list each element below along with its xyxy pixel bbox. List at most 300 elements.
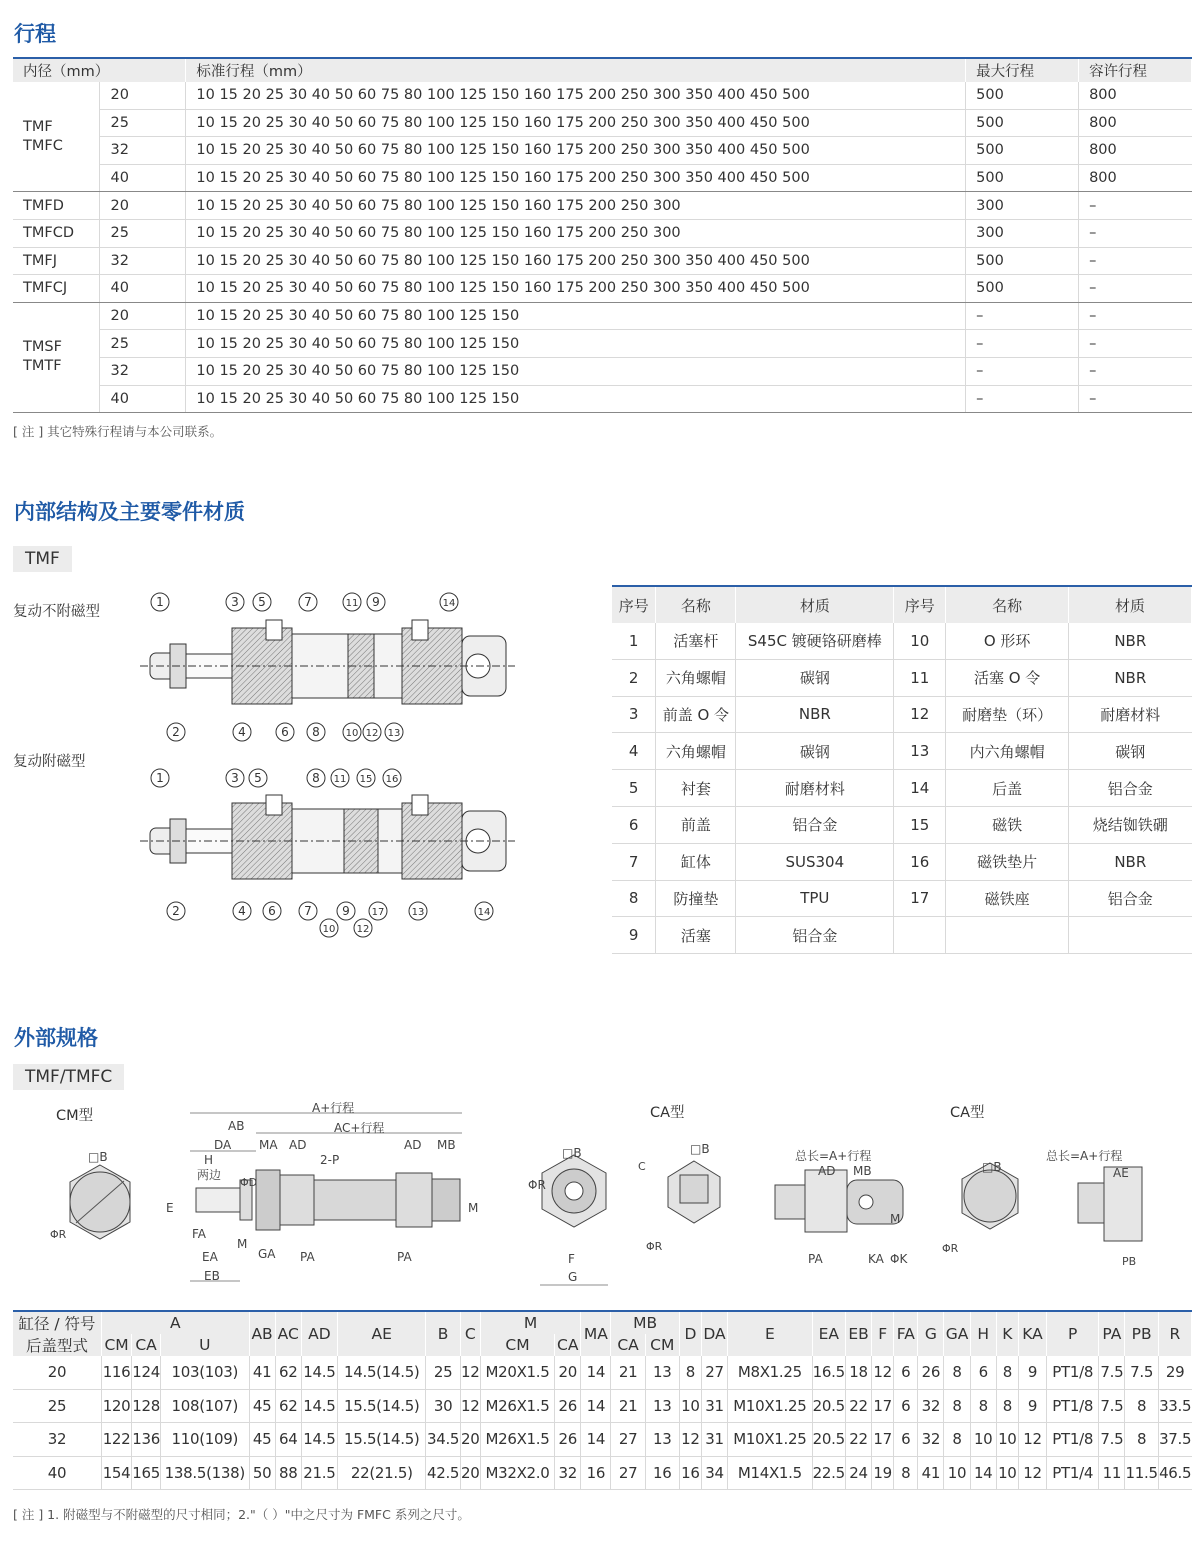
dims-cell: 6 [894, 1356, 918, 1389]
dim-mb-2: MB [853, 1164, 872, 1178]
callout-number: 10 [322, 924, 336, 935]
stroke-max-cell: 300 [966, 219, 1079, 247]
stroke-allow-cell: – [1079, 357, 1192, 385]
dim-b-3: □B [690, 1142, 710, 1156]
dims-cell: 26 [918, 1356, 944, 1389]
stroke-row [13, 357, 1192, 385]
dims-cell: 27 [611, 1423, 645, 1457]
dims-subheader: 后盖型式 [13, 1334, 101, 1356]
parts-cell: 烧结铷铁硼 [1069, 806, 1192, 843]
stroke-strokes-cell: 10 15 20 25 30 40 50 60 75 80 100 125 150 160 175 200 250 300 350 400 450 500 [186, 247, 966, 275]
dims-cell: 40 [13, 1456, 101, 1490]
parts-cell: 耐磨材料 [1069, 696, 1192, 733]
parts-cell: 防撞垫 [656, 880, 736, 917]
dims-cell: 14 [581, 1423, 611, 1457]
dims-cell: 30 [426, 1389, 460, 1423]
parts-cell: 12 [894, 696, 946, 733]
parts-cell: 活塞杆 [656, 623, 736, 659]
parts-cell: 6 [612, 806, 656, 843]
stroke-row [13, 302, 1192, 330]
stroke-max-cell: – [966, 357, 1079, 385]
dims-cell: 103(103) [161, 1356, 249, 1389]
parts-cell: TPU [736, 880, 894, 917]
dims-cell: 8 [996, 1389, 1018, 1423]
callout-number: 5 [254, 771, 262, 785]
parts-row [612, 806, 1192, 843]
callout-number: 6 [281, 725, 289, 739]
parts-cell: 碳钢 [1069, 733, 1192, 770]
parts-cell: 耐磨材料 [736, 770, 894, 807]
parts-cell: 内六角螺帽 [946, 733, 1069, 770]
dims-cell: M26X1.5 [480, 1389, 554, 1423]
dims-cell: 14.5 [301, 1389, 337, 1423]
dim-b-2: □B [562, 1146, 582, 1160]
dim-ac-stroke: AC+行程 [334, 1121, 385, 1135]
dims-cell: 6 [894, 1389, 918, 1423]
dims-cell: 88 [275, 1456, 301, 1490]
dims-cell: 12 [872, 1356, 894, 1389]
dims-subheader: CA [132, 1334, 161, 1356]
dims-header: EB [845, 1311, 871, 1356]
stroke-strokes-cell: 10 15 20 25 30 40 50 60 75 80 100 125 150 160 175 200 250 300 350 400 450 500 [186, 82, 966, 109]
stroke-allow-cell: – [1079, 330, 1192, 358]
ca-type-label-2: CA型 [950, 1105, 985, 1121]
dims-cell: 9 [1018, 1356, 1046, 1389]
callout-number: 7 [304, 904, 312, 918]
structure-model-tag: TMF [13, 546, 72, 572]
callout-number: 10 [345, 728, 359, 739]
dims-cell: 8 [944, 1356, 970, 1389]
stroke-bore-cell: 25 [100, 219, 186, 247]
dims-cell: 21 [611, 1356, 645, 1389]
external-model-tag: TMF/TMFC [13, 1064, 124, 1090]
nonmag-label: 复动不附磁型 [13, 604, 100, 620]
parts-cell: 7 [612, 843, 656, 880]
dim-ab: AB [228, 1119, 245, 1133]
dims-cell: 15.5(14.5) [338, 1423, 426, 1457]
dims-cell: 33.5 [1158, 1389, 1191, 1423]
stroke-note: [ 注 ] 其它特殊行程请与本公司联系。 [13, 424, 223, 439]
callout-number: 11 [333, 774, 347, 785]
model-cell: TMFCJ [13, 275, 100, 303]
dim-pa-2: PA [397, 1250, 412, 1264]
parts-cell: NBR [1069, 623, 1192, 659]
dims-cell: 24 [845, 1456, 871, 1490]
dims-header: AC [275, 1311, 301, 1356]
stroke-allow-cell: 800 [1079, 82, 1192, 109]
parts-cell: 后盖 [946, 770, 1069, 807]
dims-cell: 9 [1018, 1389, 1046, 1423]
parts-cell: 13 [894, 733, 946, 770]
dim-e: E [166, 1201, 174, 1215]
parts-cell: 10 [894, 623, 946, 659]
parts-cell: 活塞 O 令 [946, 659, 1069, 696]
stroke-section-title: 行程 [14, 22, 56, 46]
dims-cell: M10X1.25 [728, 1423, 812, 1457]
parts-header: 名称 [656, 586, 736, 623]
col-max-stroke: 最大行程 [966, 58, 1079, 82]
dims-header: M [480, 1311, 581, 1334]
dims-cell: 32 [555, 1456, 581, 1490]
dims-subheader: CM [480, 1334, 554, 1356]
dims-subheader: CM [101, 1334, 131, 1356]
dims-subheader: CM [645, 1334, 679, 1356]
dims-cell: 14 [581, 1389, 611, 1423]
dims-cell: 31 [701, 1389, 727, 1423]
dims-cell: 20 [460, 1456, 480, 1490]
dims-header: B [426, 1311, 460, 1356]
parts-row [612, 770, 1192, 807]
dims-header: P [1047, 1311, 1099, 1356]
stroke-row [13, 137, 1192, 165]
dims-header: AE [338, 1311, 426, 1356]
dim-c: C [638, 1160, 646, 1173]
dims-cell: 62 [275, 1389, 301, 1423]
dims-cell: 14.5 [301, 1356, 337, 1389]
dims-cell: 8 [970, 1389, 996, 1423]
parts-cell: 衬套 [656, 770, 736, 807]
callout-number: 7 [304, 595, 312, 609]
callout-number: 3 [231, 771, 239, 785]
parts-cell: 14 [894, 770, 946, 807]
external-note: [ 注 ] 1. 附磁型与不附磁型的尺寸相同；2."（ ）"中之尺寸为 FMFC 系列之尺寸。 [13, 1507, 470, 1522]
dims-row [13, 1423, 1192, 1457]
dims-header: E [728, 1311, 812, 1356]
dim-mb: MB [437, 1138, 456, 1152]
dims-cell: 7.5 [1125, 1356, 1158, 1389]
dim-total-1: 总长=A+行程 [795, 1149, 872, 1163]
dims-cell: 37.5 [1158, 1423, 1191, 1457]
dims-cell: 26 [555, 1389, 581, 1423]
dims-cell: 6 [970, 1356, 996, 1389]
callout-number: 2 [172, 725, 180, 739]
dims-cell: 45 [249, 1389, 275, 1423]
dims-cell: 21.5 [301, 1456, 337, 1490]
dim-ad: AD [289, 1138, 307, 1152]
dims-cell: 11.5 [1125, 1456, 1158, 1490]
parts-cell: 16 [894, 843, 946, 880]
dim-phir-2: ΦR [646, 1240, 663, 1253]
model-cell: TMFJ [13, 247, 100, 275]
stroke-max-cell: 500 [966, 247, 1079, 275]
dims-cell: 27 [701, 1356, 727, 1389]
dims-cell: 108(107) [161, 1389, 249, 1423]
parts-cell: 前盖 O 令 [656, 696, 736, 733]
dims-cell: 10 [996, 1456, 1018, 1490]
dims-cell: 22 [845, 1389, 871, 1423]
dims-cell: 8 [679, 1356, 701, 1389]
parts-row [612, 733, 1192, 770]
parts-cell: 缸体 [656, 843, 736, 880]
parts-cell: 铝合金 [1069, 770, 1192, 807]
model-cell: TMSF TMTF [13, 302, 100, 412]
mag-cylinder-drawing [140, 795, 515, 879]
dims-row [13, 1456, 1192, 1490]
dims-header: F [872, 1311, 894, 1356]
stroke-bore-cell: 32 [100, 357, 186, 385]
dims-header: DA [701, 1311, 727, 1356]
dims-cell: 7.5 [1099, 1423, 1125, 1457]
dims-cell: M8X1.25 [728, 1356, 812, 1389]
dims-cell: 25 [426, 1356, 460, 1389]
dims-cell: 27 [611, 1456, 645, 1490]
dims-cell: 12 [1018, 1456, 1046, 1490]
dims-header: H [970, 1311, 996, 1356]
stroke-bore-cell: 25 [100, 109, 186, 137]
parts-cell: 前盖 [656, 806, 736, 843]
stroke-allow-cell: – [1079, 192, 1192, 220]
stroke-bore-cell: 32 [100, 137, 186, 165]
dims-cell: 10 [679, 1389, 701, 1423]
model-cell: TMFD [13, 192, 100, 220]
parts-cell: 9 [612, 917, 656, 954]
parts-row [612, 696, 1192, 733]
callout-number: 12 [365, 728, 379, 739]
dims-cell: 8 [944, 1389, 970, 1423]
dims-cell: 14 [581, 1356, 611, 1389]
dims-header: AB [249, 1311, 275, 1356]
dim-2p: 2-P [320, 1153, 340, 1167]
structure-section-title: 内部结构及主要零件材质 [14, 500, 245, 524]
dims-cell: 29 [1158, 1356, 1191, 1389]
dims-cell: 6 [894, 1423, 918, 1457]
dims-cell: M26X1.5 [480, 1423, 554, 1457]
dims-cell: 64 [275, 1423, 301, 1457]
dims-cell: 12 [679, 1423, 701, 1457]
parts-cell [946, 917, 1069, 954]
dims-cell: 13 [645, 1356, 679, 1389]
callout-number: 3 [231, 595, 239, 609]
dim-ma: MA [259, 1138, 278, 1152]
parts-cell: 铝合金 [1069, 880, 1192, 917]
dims-cell: 11 [1099, 1456, 1125, 1490]
dims-cell: 10 [944, 1456, 970, 1490]
callout-number: 17 [371, 907, 385, 918]
parts-cell: 17 [894, 880, 946, 917]
dims-header: GA [944, 1311, 970, 1356]
dim-eb: EB [204, 1269, 220, 1283]
dims-cell: 17 [872, 1423, 894, 1457]
stroke-max-cell: – [966, 330, 1079, 358]
stroke-allow-cell: – [1079, 385, 1192, 413]
dims-cell: M32X2.0 [480, 1456, 554, 1490]
dims-cell: 15.5(14.5) [338, 1389, 426, 1423]
dim-m: M [237, 1237, 248, 1251]
dimensions-table [13, 1310, 1192, 1490]
dim-total-2: 总长=A+行程 [1046, 1149, 1123, 1163]
parts-row [612, 880, 1192, 917]
stroke-row [13, 109, 1192, 137]
dim-ga: GA [258, 1247, 276, 1261]
parts-cell: 磁铁垫片 [946, 843, 1069, 880]
dims-cell: 120 [101, 1389, 131, 1423]
dims-row [13, 1356, 1192, 1389]
parts-header: 名称 [946, 586, 1069, 623]
dim-phik: ΦK [890, 1252, 908, 1266]
dims-cell: 41 [249, 1356, 275, 1389]
parts-cell: 铝合金 [736, 806, 894, 843]
dims-cell: 12 [1018, 1423, 1046, 1457]
callout-number: 1 [156, 771, 164, 785]
dims-cell: 20.5 [812, 1423, 845, 1457]
parts-row [612, 843, 1192, 880]
dims-cell: 34 [701, 1456, 727, 1490]
dims-header: PB [1125, 1311, 1158, 1356]
dim-phir-4: ΦR [528, 1178, 546, 1192]
dim-da: DA [214, 1138, 232, 1152]
callout-number: 4 [238, 725, 246, 739]
dims-cell: 18 [845, 1356, 871, 1389]
stroke-max-cell: 500 [966, 164, 1079, 192]
dims-cell: 25 [13, 1389, 101, 1423]
dims-cell: 45 [249, 1423, 275, 1457]
dim-ea: EA [202, 1250, 218, 1264]
callout-number: 9 [342, 904, 350, 918]
stroke-row [13, 219, 1192, 247]
dims-cell: 62 [275, 1356, 301, 1389]
col-allow-stroke: 容许行程 [1079, 58, 1192, 82]
dims-cell: 19 [872, 1456, 894, 1490]
dim-phir: ΦR [50, 1228, 67, 1241]
callout-number: 1 [156, 595, 164, 609]
stroke-strokes-cell: 10 15 20 25 30 40 50 60 75 80 100 125 150 [186, 330, 966, 358]
dims-cell: 16.5 [812, 1356, 845, 1389]
stroke-bore-cell: 40 [100, 164, 186, 192]
dims-cell: 32 [918, 1389, 944, 1423]
stroke-strokes-cell: 10 15 20 25 30 40 50 60 75 80 100 125 150 160 175 200 250 300 [186, 219, 966, 247]
parts-cell: 3 [612, 696, 656, 733]
dim-a-stroke: A+行程 [312, 1101, 355, 1115]
stroke-max-cell: – [966, 302, 1079, 330]
callout-number: 4 [238, 904, 246, 918]
parts-cell: NBR [1069, 659, 1192, 696]
dim-b: □B [88, 1150, 108, 1164]
dims-header: A [101, 1311, 249, 1334]
stroke-allow-cell: 800 [1079, 109, 1192, 137]
stroke-row [13, 82, 1192, 109]
dims-cell: 10 [970, 1423, 996, 1457]
stroke-max-cell: 500 [966, 82, 1079, 109]
callout-number: 11 [345, 598, 359, 609]
dims-cell: 8 [1125, 1389, 1158, 1423]
stroke-strokes-cell: 10 15 20 25 30 40 50 60 75 80 100 125 150 [186, 357, 966, 385]
callout-number: 13 [411, 907, 425, 918]
dim-ad-3: AD [818, 1164, 836, 1178]
parts-cell: NBR [736, 696, 894, 733]
parts-cell: O 形环 [946, 623, 1069, 659]
stroke-max-cell: 500 [966, 137, 1079, 165]
callout-number: 12 [356, 924, 370, 935]
dims-cell: 20 [555, 1356, 581, 1389]
external-dimension-drawings [0, 1095, 1200, 1295]
parts-header: 材质 [736, 586, 894, 623]
dims-cell: 31 [701, 1423, 727, 1457]
dims-header: FA [894, 1311, 918, 1356]
callout-number: 2 [172, 904, 180, 918]
dims-cell: 17 [872, 1389, 894, 1423]
dims-header: K [996, 1311, 1018, 1356]
dims-cell: M20X1.5 [480, 1356, 554, 1389]
dims-header: KA [1018, 1311, 1046, 1356]
stroke-allow-cell: 800 [1079, 164, 1192, 192]
callout-number: 9 [372, 595, 380, 609]
dim-h: H [204, 1153, 214, 1167]
parts-cell: 六角螺帽 [656, 733, 736, 770]
dims-header: EA [812, 1311, 845, 1356]
dims-cell: 22(21.5) [338, 1456, 426, 1490]
dims-cell: 8 [894, 1456, 918, 1490]
dims-header: C [460, 1311, 480, 1356]
parts-cell: 8 [612, 880, 656, 917]
callout-number: 5 [258, 595, 266, 609]
callout-number: 15 [359, 774, 373, 785]
dims-header: AD [301, 1311, 337, 1356]
dims-header: MA [581, 1311, 611, 1356]
dims-header: MB [611, 1311, 679, 1334]
callout-number: 8 [312, 771, 320, 785]
parts-row [612, 623, 1192, 659]
parts-cell: 15 [894, 806, 946, 843]
callout-number: 13 [387, 728, 401, 739]
dims-cell: 116 [101, 1356, 131, 1389]
dims-subheader: CA [611, 1334, 645, 1356]
dims-cell: 138.5(138) [161, 1456, 249, 1490]
stroke-table [13, 57, 1192, 413]
stroke-bore-cell: 40 [100, 275, 186, 303]
dims-cell: PT1/8 [1047, 1356, 1099, 1389]
stroke-row [13, 247, 1192, 275]
dims-cell: 26 [555, 1423, 581, 1457]
dims-cell: 41 [918, 1456, 944, 1490]
ca-type-label-1: CA型 [650, 1105, 685, 1121]
dims-header: R [1158, 1311, 1191, 1356]
callout-number: 16 [385, 774, 399, 785]
parts-cell: SUS304 [736, 843, 894, 880]
dims-cell: 21 [611, 1389, 645, 1423]
stroke-bore-cell: 32 [100, 247, 186, 275]
dims-cell: 7.5 [1099, 1389, 1125, 1423]
dims-cell: 16 [581, 1456, 611, 1490]
dims-cell: 12 [460, 1356, 480, 1389]
dims-subheader: U [161, 1334, 249, 1356]
dims-cell: 50 [249, 1456, 275, 1490]
dim-fa: FA [192, 1227, 207, 1241]
stroke-row [13, 385, 1192, 413]
stroke-max-cell: 500 [966, 275, 1079, 303]
parts-cell: 5 [612, 770, 656, 807]
parts-table [612, 585, 1192, 954]
stroke-allow-cell: – [1079, 302, 1192, 330]
parts-cell: 磁铁 [946, 806, 1069, 843]
stroke-bore-cell: 25 [100, 330, 186, 358]
parts-cell: 耐磨垫（环） [946, 696, 1069, 733]
parts-cell: 六角螺帽 [656, 659, 736, 696]
dims-cell: 12 [460, 1389, 480, 1423]
dims-cell: 10 [996, 1423, 1018, 1457]
dim-b-4: □B [982, 1160, 1002, 1174]
parts-cell: 1 [612, 623, 656, 659]
dims-cell: 165 [132, 1456, 161, 1490]
model-cell: TMF TMFC [13, 82, 100, 192]
dims-cell: 42.5 [426, 1456, 460, 1490]
dims-cell: 8 [944, 1423, 970, 1457]
parts-cell: 2 [612, 659, 656, 696]
dim-m-2: M [468, 1201, 479, 1215]
stroke-strokes-cell: 10 15 20 25 30 40 50 60 75 80 100 125 150 160 175 200 250 300 350 400 450 500 [186, 164, 966, 192]
dim-ae: AE [1113, 1166, 1129, 1180]
parts-row [612, 917, 1192, 954]
dims-cell: PT1/8 [1047, 1389, 1099, 1423]
